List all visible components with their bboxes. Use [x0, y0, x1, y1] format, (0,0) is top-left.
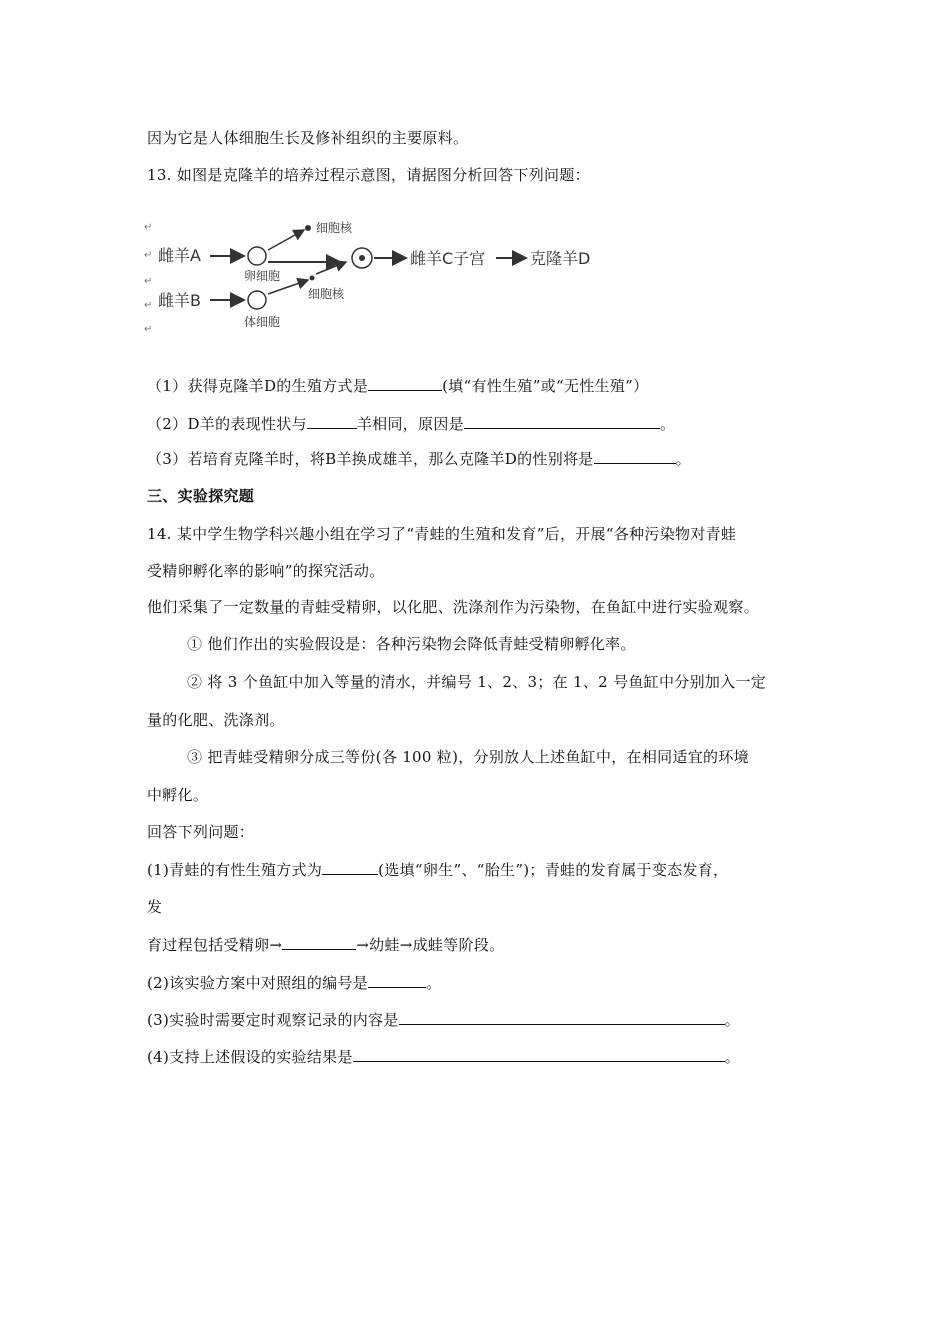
answer-blank[interactable]	[464, 413, 660, 429]
clone-label: 克隆羊D	[530, 249, 591, 268]
return-mark: ↵	[144, 276, 153, 287]
q14-a3-text-a: (3)实验时需要定时观察记录的内容是	[147, 1011, 399, 1029]
section-3-heading: 三、实验探究题	[147, 487, 255, 505]
q13-part2-text-c: 。	[659, 415, 676, 433]
question-13-stem: 13. 如图是克隆羊的培养过程示意图，请据图分析回答下列问题：	[147, 166, 590, 184]
q14-answer-3	[147, 1009, 740, 1030]
q13-part3-text-a: （3）若培育克隆羊时，将B羊换成雄羊，那么克隆羊D的性别将是	[147, 450, 594, 468]
q14-answer-2	[147, 972, 441, 993]
answer-blank[interactable]	[353, 1046, 725, 1062]
answer-blank[interactable]	[282, 934, 356, 950]
egg-cell-shape	[248, 247, 266, 265]
nucleus-dot-top	[305, 225, 311, 231]
return-mark: ↵	[144, 324, 153, 334]
nucleus-top-label: 细胞核	[316, 221, 353, 235]
arrow-nucleus-to-fused	[316, 262, 346, 274]
arrow-egg-to-nucleus	[268, 230, 304, 250]
egg-cell-label: 卵细胞	[244, 269, 281, 283]
q14-a3-text-b: 。	[724, 1011, 740, 1029]
nucleus-bottom-label: 细胞核	[308, 287, 345, 301]
fused-cell-nucleus	[359, 255, 365, 261]
body-cell-shape	[248, 291, 266, 309]
answer-blank[interactable]	[368, 375, 442, 391]
q13-part2	[147, 413, 675, 434]
q14-stem-line-1: 14. 某中学生物学科兴趣小组在学习了“青蛙的生殖和发育”后，开展“各种污染物对青蛙	[147, 525, 737, 543]
clone-sheep-diagram	[140, 214, 620, 334]
q13-part3	[147, 448, 691, 469]
q14-a1-text-d: 育过程包括受精卵→	[147, 936, 283, 954]
q13-part1-text-a: （1）获得克隆羊D的生殖方式是	[147, 377, 369, 395]
q14-stem-line-2: 受精卵孵化率的影响”的探究活动。	[147, 562, 385, 580]
q14-step-1: ① 他们作出的实验假设是：各种污染物会降低青蛙受精卵孵化率。	[187, 635, 636, 653]
intro-tail-text: 因为它是人体细胞生长及修补组织的主要原料。	[147, 129, 469, 147]
ewe-b-label: 雌羊B	[158, 291, 201, 310]
q14-answer-4	[147, 1046, 740, 1067]
return-mark: ↵	[144, 300, 153, 311]
q14-answer-intro: 回答下列问题：	[147, 823, 255, 841]
q13-part2-text-a: （2）D羊的表现性状与	[147, 415, 307, 433]
q13-part1-text-b: (填“有性生殖”或“无性生殖”）	[442, 377, 649, 395]
q14-a1-text-a: (1)青蛙的有性生殖方式为	[147, 861, 323, 879]
q14-a2-text-a: (2)该实验方案中对照组的编号是	[147, 974, 369, 992]
answer-blank[interactable]	[368, 972, 426, 988]
q13-part2-text-b: 羊相同，原因是	[356, 415, 464, 433]
q14-a1-text-e: →幼蛙→成蛙等阶段。	[356, 936, 505, 954]
uterus-label: 雌羊C子宫	[410, 249, 486, 268]
q14-step-3-line-1: ③ 把青蛙受精卵分成三等份(各 100 粒)，分别放人上述鱼缸中，在相同适宜的环境	[187, 748, 749, 766]
answer-blank[interactable]	[322, 859, 378, 875]
q13-part3-text-b: 。	[675, 450, 691, 468]
q14-a1-text-b: (选填“卵生”、“胎生”)；青蛙的发育属于变态发育，	[378, 861, 729, 879]
answer-blank[interactable]	[307, 413, 357, 429]
q14-step-3-line-2: 中孵化。	[147, 786, 209, 804]
answer-blank[interactable]	[399, 1009, 725, 1025]
q14-answer-1-line-2: 发	[147, 898, 163, 916]
q14-step-2-line-2: 量的化肥、洗涤剂。	[147, 711, 285, 729]
return-mark: ↵	[144, 250, 153, 261]
answer-blank[interactable]	[594, 448, 676, 464]
q14-a4-text-b: 。	[724, 1048, 741, 1066]
nucleus-dot-bottom	[310, 276, 315, 281]
body-cell-label: 体细胞	[244, 315, 281, 329]
q14-answer-1-line-3	[147, 934, 504, 955]
q14-a4-text-a: (4)支持上述假设的实验结果是	[147, 1048, 353, 1066]
q14-step-2-line-1: ② 将 3 个鱼缸中加入等量的清水，并编号 1、2、3；在 1、2 号鱼缸中分别加入一定	[187, 673, 767, 691]
q14-stem-line-3: 他们采集了一定数量的青蛙受精卵，以化肥、洗涤剂作为污染物，在鱼缸中进行实验观察。	[147, 598, 760, 616]
q14-a2-text-b: 。	[426, 974, 442, 992]
return-mark: ↵	[144, 222, 153, 233]
ewe-a-label: 雌羊A	[158, 246, 201, 265]
q13-part1	[147, 375, 648, 396]
q14-answer-1-line-1	[147, 859, 728, 880]
